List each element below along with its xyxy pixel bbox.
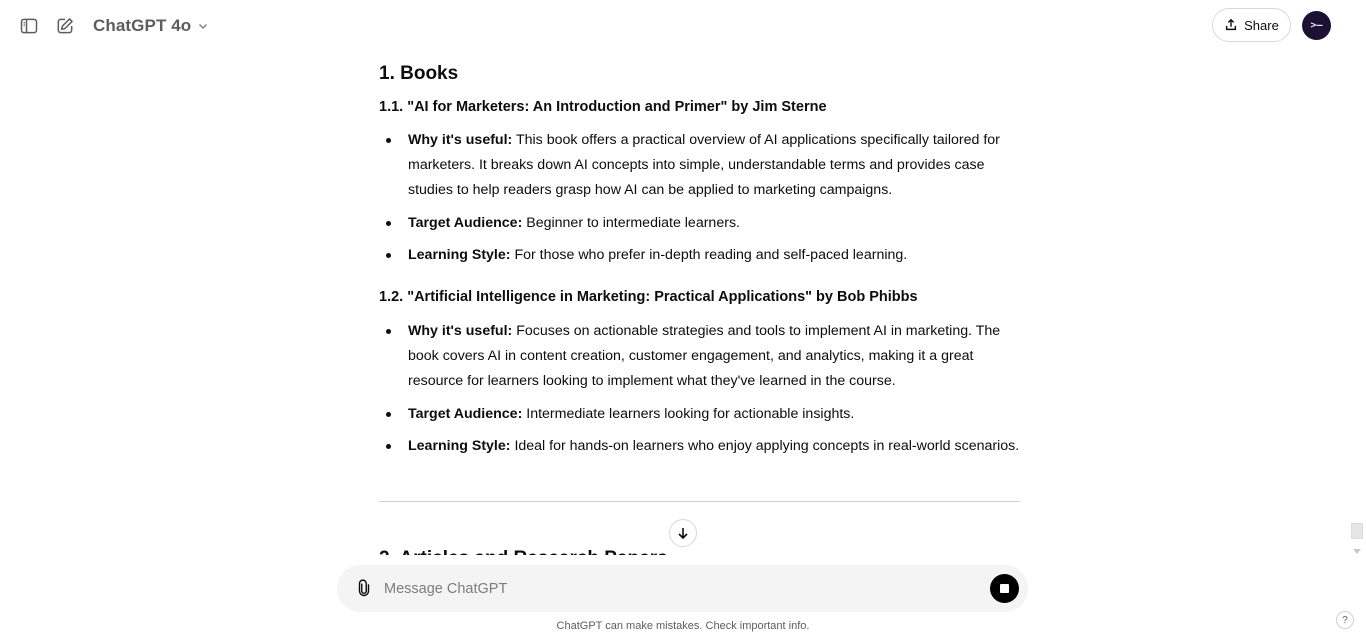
- divider: [379, 501, 1020, 502]
- stop-icon: [1000, 584, 1009, 593]
- item-text: Intermediate learners looking for actionable insights.: [522, 406, 855, 422]
- scroll-down-arrow-icon[interactable]: [1353, 549, 1361, 554]
- item-label: Why it's useful:: [408, 323, 513, 339]
- share-label: Share: [1244, 17, 1279, 33]
- message-input[interactable]: [384, 575, 974, 602]
- share-icon: [1224, 18, 1238, 32]
- item-label: Why it's useful:: [408, 132, 513, 148]
- disclaimer-text: ChatGPT can make mistakes. Check important info.: [556, 620, 810, 632]
- item-label: Learning Style:: [408, 438, 511, 454]
- list-item: [379, 211, 1029, 236]
- section-heading-books: 1. Books: [379, 63, 459, 84]
- scrollbar-thumb[interactable]: [1351, 523, 1363, 539]
- chevron-down-icon: [197, 20, 209, 32]
- avatar[interactable]: >–: [1302, 11, 1331, 40]
- item-label: Target Audience:: [408, 406, 523, 422]
- help-button[interactable]: ?: [1336, 611, 1354, 629]
- sidebar-toggle-icon[interactable]: [17, 14, 41, 38]
- item-text: For those who prefer in-depth reading and self-paced learning.: [510, 247, 908, 263]
- scrollbar[interactable]: [1350, 52, 1364, 562]
- new-chat-icon[interactable]: [53, 14, 77, 38]
- list-item: [379, 128, 1029, 203]
- item-text: Ideal for hands-on learners who enjoy applying concepts in real-world scenarios.: [510, 438, 1020, 454]
- item-text: This book offers a practical overview of AI applications specifically tailored for marketers. It breaks down AI concepts into simple, understandable terms and provides case studies to help readers grasp how AI can be applied to marketing campaigns.: [408, 132, 1000, 198]
- arrow-down-icon: [676, 526, 690, 540]
- book-heading-2: 1.2. "Artificial Intelligence in Marketing: Practical Applications" by Bob Phibbs: [379, 289, 918, 305]
- book-2-details: [379, 319, 1029, 459]
- message-composer: [337, 565, 1028, 612]
- list-item: [379, 434, 1029, 459]
- list-item: [379, 243, 1029, 268]
- item-label: Target Audience:: [408, 215, 523, 231]
- model-selector[interactable]: [93, 14, 209, 38]
- share-button[interactable]: [1212, 8, 1291, 42]
- top-bar: [0, 0, 1366, 52]
- model-name: ChatGPT 4o: [93, 16, 192, 35]
- item-label: Learning Style:: [408, 247, 511, 263]
- item-text: Beginner to intermediate learners.: [522, 215, 740, 231]
- list-item: [379, 402, 1029, 427]
- attach-icon[interactable]: [353, 577, 375, 599]
- stop-generating-button[interactable]: [990, 574, 1019, 603]
- book-heading-1: 1.1. "AI for Marketers: An Introduction and Primer" by Jim Sterne: [379, 99, 827, 115]
- book-1-details: [379, 128, 1029, 268]
- list-item: [379, 319, 1029, 394]
- item-text: Focuses on actionable strategies and tools to implement AI in marketing. The book covers AI in content creation, customer engagement, and analytics, making it a great resource for learners looking to implement what they've learned in the course.: [408, 323, 1001, 389]
- scroll-to-bottom-button[interactable]: [669, 519, 697, 547]
